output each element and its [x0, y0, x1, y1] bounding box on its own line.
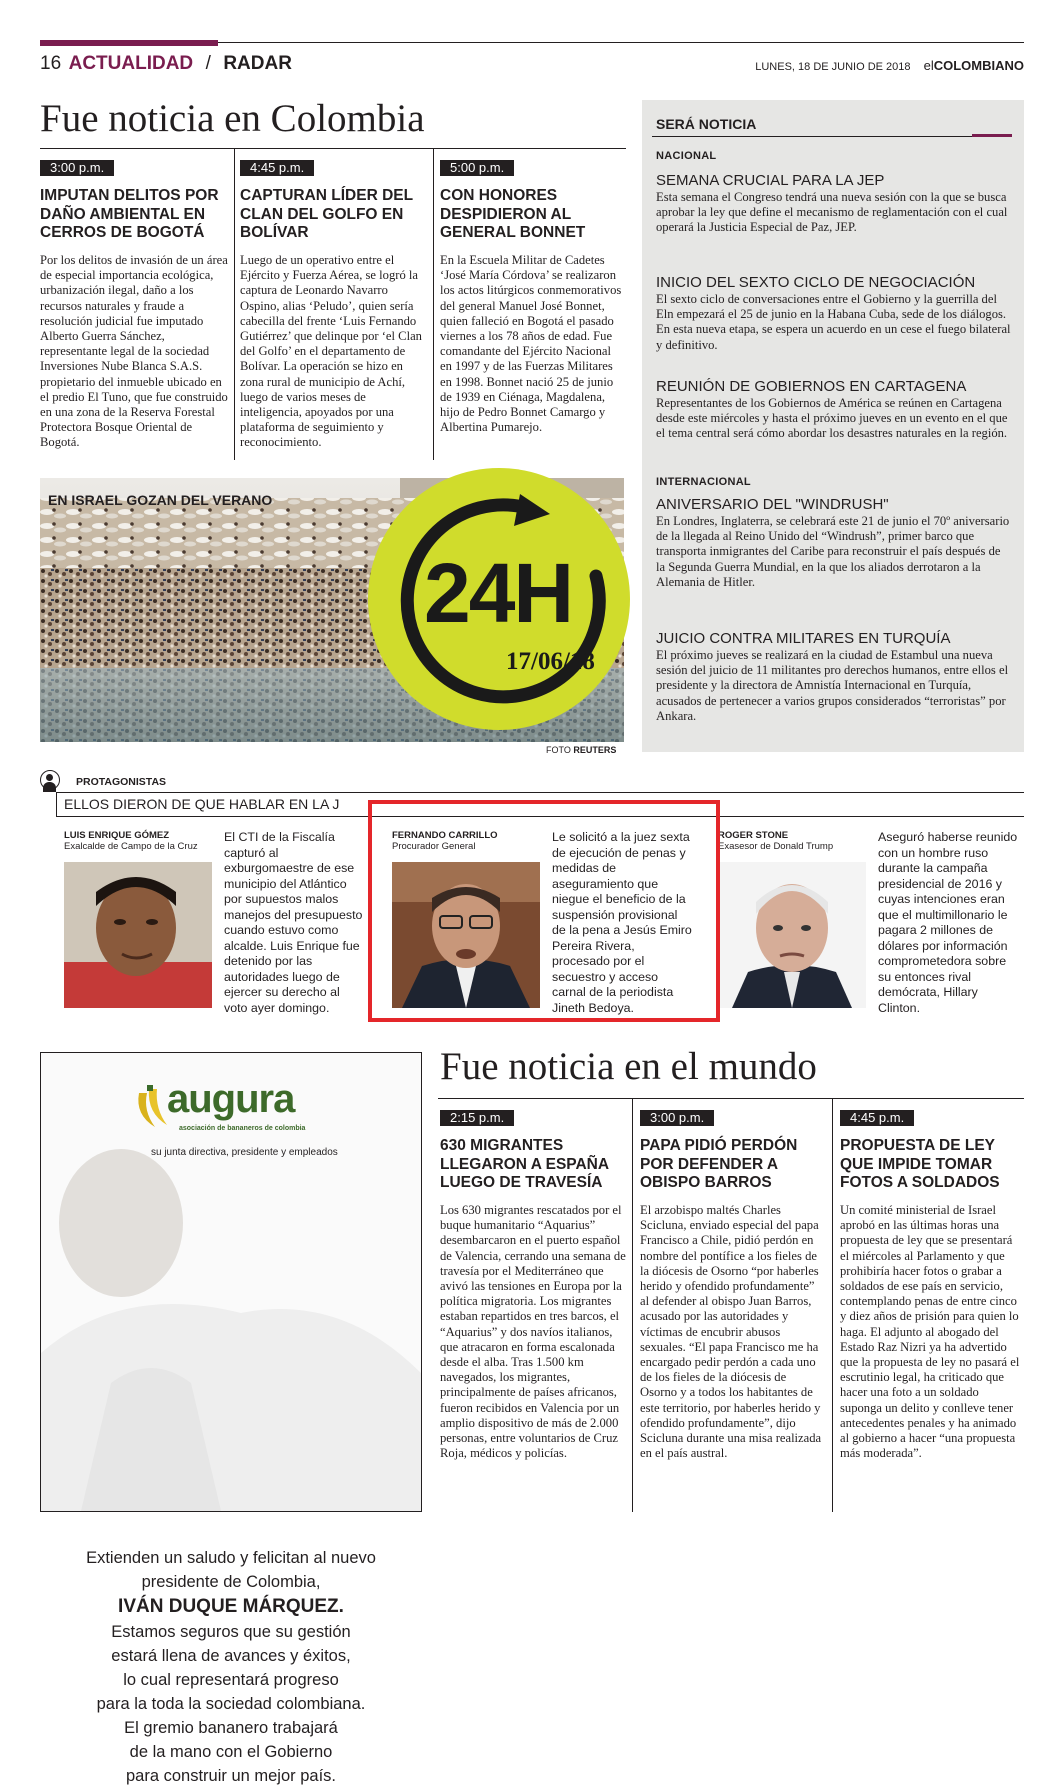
story-time: 4:45 p.m.: [840, 1110, 914, 1126]
internacional-label: INTERNACIONAL: [656, 476, 751, 488]
sera-noticia-item-body: El sexto ciclo de conversaciones entre el Gobierno y la guerrilla del Eln empezará el 25 de junio en la Habana Cuba, sede de los diálogos. En esta nueva etapa, se espera un acuerdo en un cese el fuego bilateral y definitivo.: [656, 292, 1011, 352]
story-headline: 630 MIGRANTES LLEGARON A ESPAÑA LUEGO DE TRAVESÍA: [440, 1137, 609, 1191]
story-time: 4:45 p.m.: [240, 160, 314, 176]
story-headline: CON HONORES DESPIDIERON AL GENERAL BONNET: [440, 187, 586, 241]
story-headline: IMPUTAN DELITOS POR DAÑO AMBIENTAL EN CERROS DE BOGOTÁ: [40, 187, 219, 241]
colombia-title: Fue noticia en Colombia: [40, 97, 425, 140]
person-icon: [40, 770, 60, 790]
sera-noticia-item-body: Representantes de los Gobiernos de América se reúnen en Cartagena desde este miércoles y hasta el próximo jueves en un evento en el que el tema central será cómo abordar los desastres naturales en la región.: [656, 396, 1008, 441]
protagonist-card: [718, 830, 1024, 1015]
page-header: [40, 52, 1024, 76]
ad-line: Extienden un saludo y felicitan al nuevo: [86, 1549, 376, 1567]
ad-president-name: IVÁN DUQUE MÁRQUEZ.: [118, 1596, 344, 1617]
ad-line: estará llena de avances y éxitos,: [111, 1647, 351, 1665]
protagonist-text: El CTI de la Fiscalía capturó al exburgomaestre de ese municipio del Atlántico por supuestos malos manejos del presupuesto cuando estuvo como alcalde. Luis Enrique fue detenido por las autoridades luego de ejercer su derecho al voto ayer domingo.: [224, 830, 363, 1015]
protagonist-role: Exalcalde de Campo de la Cruz: [64, 841, 198, 852]
ad-line: Estamos seguros que su gestión: [111, 1623, 351, 1641]
story-body: Los 630 migrantes rescatados por el buque humanitario “Aquarius” desembarcaron en el puerto español de Valencia, cerrando una semana de travesía por el Mediterráneo que avivó las tensiones en Europa por la política migratoria. Los migrantes estaban repartidos en tres barcos, el “Aquarius” y dos navíos italianos, que atracaron en forma escalonada desde el alba. Tras 1.500 km navegados, los migrantes, principalmente de países africanos, fueron recibidos en Valencia por un amplio dispositivo de más de 2.000 personas, entre voluntarios de Cruz Roja, médicos y policías.: [440, 1203, 626, 1461]
story-time: 3:00 p.m.: [640, 1110, 714, 1126]
protagonist-photo: [718, 862, 866, 1008]
story-time: 2:15 p.m.: [440, 1110, 514, 1126]
story-headline: PROPUESTA DE LEY QUE IMPIDE TOMAR FOTOS A SOLDADOS: [840, 1137, 1000, 1191]
ad-line: lo cual representará progreso: [123, 1671, 339, 1689]
highlight-box: [368, 800, 720, 1022]
protagonist-photo: [64, 862, 212, 1008]
mundo-title: Fue noticia en el mundo: [440, 1045, 817, 1088]
sera-noticia-item-body: Esta semana el Congreso tendrá una nueva sesión con la que se busca aprobar la ley que define el mecanismo de reglamentación con el cual operará la Justicia Especial de Paz, JEP.: [656, 190, 1008, 235]
protagonist-role: Procurador General: [392, 841, 476, 852]
protagonist-card: [64, 830, 370, 1015]
story-body: En la Escuela Militar de Cadetes ‘José María Córdova’ se realizaron los actos litúrgicos conmemorativos del general Manuel José Bonnet, quien falleció en Bogotá el pasado viernes a los 78 años de edad. Fue comandante del Ejército Nacional en 1997 y de las Fuerzas Militares en 1998. Bonnet nació 25 de junio de 1939 en Ciénaga, Magdalena, hijo de Pedro Bonnet Camargo y Albertina Pumarejo.: [440, 253, 622, 435]
ad-sender: su junta directiva, presidente y empleados: [151, 1147, 338, 1158]
sera-noticia-item-body: En Londres, Inglaterra, se celebrará este 21 de junio el 70º aniversario de la llegada al Reino Unido del “Windrush”, primer barco que transporta inmigrantes del Caribe para reconstruir el país después de la Segunda Guerra Mundial, en la que los aliados derrotaron a la Alemania de Hitler.: [656, 514, 1010, 589]
augura-ad: [40, 1052, 422, 1785]
badge-date: 17/06/18: [506, 648, 595, 675]
photo-credit: FOTO REUTERS: [546, 745, 617, 755]
24h-badge: [368, 468, 630, 730]
photo-caption: EN ISRAEL GOZAN DEL VERANO: [48, 492, 273, 508]
story-body: El arzobispo maltés Charles Scicluna, enviado especial del papa Francisco a Chile, pidió perdón en nombre del pontífice a los fieles de la diócesis de Osorno “por haberles herido y ofendido profundamente” al defender al obispo Juan Barros, acusado por las autoridades y víctimas de encubrir abusos sexuales. “El papa Francisco me ha encargado pedir perdón a cada uno de los fieles de la diócesis de Osorno y a todos los habitantes de este territorio, por haberles herido y ofendido profundamente”, dijo Scicluna durante una misa realizada en el país austral.: [640, 1203, 822, 1461]
sera-noticia-item-title: JUICIO CONTRA MILITARES EN TURQUÍA: [656, 630, 951, 647]
protagonist-text: Le solicitó a la juez sexta de ejecución de penas y medidas de aseguramiento que niegue el beneficio de la suspensión provisional de la pena a Jesús Emiro Pereira Rivera, procesado por el secuestro y acceso carnal de la periodista Jineth Bedoya.: [552, 830, 692, 1015]
ad-line: de la mano con el Gobierno: [129, 1743, 333, 1761]
story-body: Un comité ministerial de Israel aprobó en las últimas horas una propuesta de ley que se presentará el miércoles al Parlamento y que prohibiría hacer fotos o grabar a soldados de ese país en servicio, contemplando penas de entre cinco y diez años de prisión para quien lo haga. El adjunto al abogado del Estado Raz Nizri ya ha advertido que la propuesta de ley no pasará el escrutinio legal, ha criticado que hacer una foto a un soldado suponga un delito y conlleve tener antecedentes penales y ha animado al gobierno a hacer “una propuesta más moderada”.: [840, 1203, 1020, 1461]
story-headline: PAPA PIDIÓ PERDÓN POR DEFENDER A OBISPO BARROS: [640, 1137, 798, 1191]
protagonist-name: FERNANDO CARRILLO: [392, 830, 498, 841]
sera-noticia-item-body: El próximo jueves se realizará en la ciudad de Estambul una nueva sesión del juicio de 11 militantes pro derechos humanos, entre ellos el presidente y la directora de Amnistía Internacional en Turquía, acusados de pertenecer a varios grupos considerados “terroristas” por Ankara.: [656, 648, 1009, 723]
page-number: 16: [40, 53, 62, 74]
story-time: 3:00 p.m.: [40, 160, 114, 176]
nacional-label: NACIONAL: [656, 150, 717, 162]
section-name: ACTUALIDAD: [68, 53, 194, 74]
protagonistas-subtitle: ELLOS DIERON DE QUE HABLAR EN LA J: [64, 796, 340, 812]
subsection-name: RADAR: [223, 53, 292, 74]
ad-line: presidente de Colombia,: [141, 1573, 321, 1591]
story-body: Por los delitos de invasión de un área de especial importancia ecológica, urbanización ilegal, daño a los recursos naturales y fraude a resolución judicial fue imputado Alberto Guerra Sánchez, representante legal de la sociedad Inversiones Nube Blanca S.A.S. propietario del inmueble ubicado en el predio El Tuno, que fue construido en una zona de la Reserva Forestal Protectora Bosque Oriental de Bogotá.: [40, 253, 228, 450]
protagonist-text: Aseguró haberse reunido con un hombre ruso durante la campaña presidencial de 2016 y cuyas intenciones eran que el multimillonario le pagara 2 millones de dólares por información comprometedora sobre su entonces rival demócrata, Hillary Clinton.: [878, 830, 1018, 1015]
page-date: LUNES, 18 DE JUNIO DE 2018: [755, 61, 911, 73]
badge-24h-text: 24H: [424, 546, 573, 640]
story-headline: CAPTURAN LÍDER DEL CLAN DEL GOLFO EN BOLÍVAR: [240, 187, 413, 241]
augura-logo: augura asociación de bananeros de colombia: [133, 1083, 343, 1143]
protagonist-name: ROGER STONE: [718, 830, 789, 841]
protagonistas-label: PROTAGONISTAS: [76, 776, 167, 788]
protagonist-role: Exasesor de Donald Trump: [718, 841, 834, 852]
sera-noticia-item-title: ANIVERSARIO DEL "WINDRUSH": [656, 496, 889, 513]
sera-noticia-title: SERÁ NOTICIA: [656, 116, 757, 132]
brand-logo: elCOLOMBIANO: [923, 58, 1024, 73]
sera-noticia-item-title: INICIO DEL SEXTO CICLO DE NEGOCIACIÓN: [656, 274, 976, 291]
ad-line: para construir un mejor país.: [125, 1767, 336, 1785]
story-time: 5:00 p.m.: [440, 160, 514, 176]
section-separator: /: [205, 53, 211, 74]
sera-noticia-item-title: SEMANA CRUCIAL PARA LA JEP: [656, 172, 885, 189]
sera-noticia-panel: [642, 100, 1024, 752]
header-accent-bar: [40, 40, 218, 46]
sera-noticia-item-title: REUNIÓN DE GOBIERNOS EN CARTAGENA: [656, 378, 967, 395]
story-body: Luego de un operativo entre el Ejército y Fuerza Aérea, se logró la captura de Leonardo Navarro Ospino, alias ‘Peludo’, quien sería cabecilla del frente ‘Luis Fernando Gutiérrez’ que delinque por ‘el Clan del Golfo’ en el departamento de Bolívar. La operación se hizo en zona rural de municipio de Achí, luego de varios meses de inteligencia, apoyados por una plataforma de seguimiento y reconocimiento.: [240, 253, 422, 450]
ad-line: para la toda la sociedad colombiana.: [96, 1695, 366, 1713]
ad-line: El gremio bananero trabajará: [124, 1719, 338, 1737]
protagonist-name: LUIS ENRIQUE GÓMEZ: [64, 830, 170, 841]
